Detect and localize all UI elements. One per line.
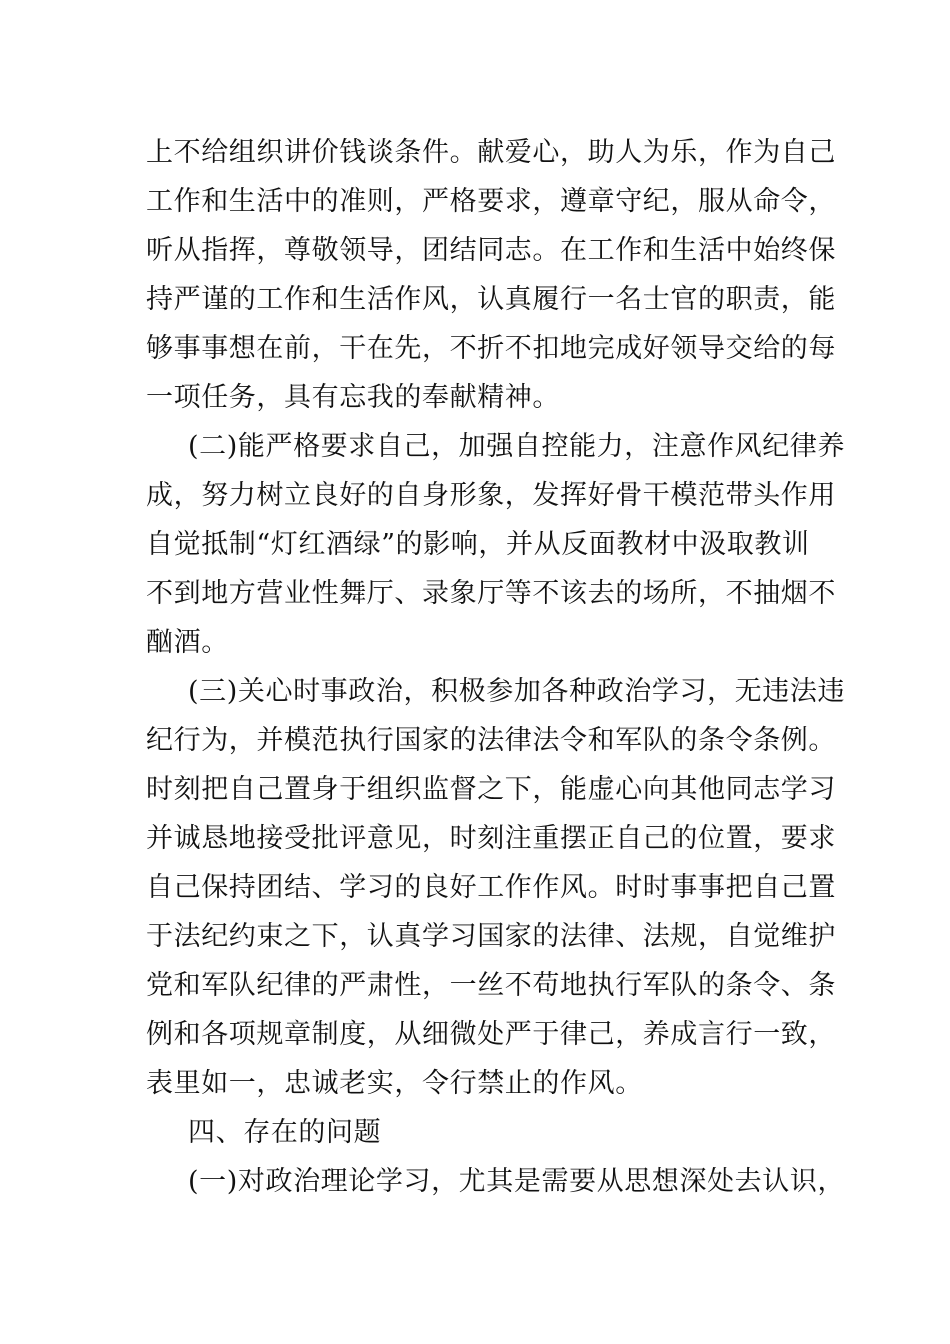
- text-line: 成，努力树立良好的自身形象，发挥好骨干模范带头作用: [146, 480, 836, 511]
- text-line: 上不给组织讲价钱谈条件。献爱心，助人为乐，作为自己: [146, 137, 836, 168]
- text-line: 党和军队纪律的严肃性，一丝不苟地执行军队的条令、条: [146, 970, 836, 1001]
- paragraph-start-line: (二)能严格要求自己，加强自控能力，注意作风纪律养: [188, 431, 846, 462]
- text-line: 并诚恳地接受批评意见，时刻注重摆正自己的位置，要求: [146, 823, 836, 854]
- text-line: 自觉抵制“灯红酒绿”的影响，并从反面教材中汲取教训: [146, 529, 810, 560]
- text-line: 时刻把自己置身于组织监督之下，能虚心向其他同志学习: [146, 774, 836, 805]
- paragraph-start-line: (一)对政治理论学习，尤其是需要从思想深处去认识，: [188, 1166, 846, 1197]
- section-heading: 四、存在的问题: [188, 1117, 382, 1148]
- text-line: 例和各项规章制度，从细微处严于律己，养成言行一致，: [146, 1019, 836, 1050]
- text-line: 不到地方营业性舞厅、录象厅等不该去的场所，不抽烟不: [146, 578, 836, 609]
- text-line: 自己保持团结、学习的良好工作作风。时时事事把自己置: [146, 872, 836, 903]
- text-line: 于法纪约束之下，认真学习国家的法律、法规，自觉维护: [146, 921, 836, 952]
- paragraph-start-line: (三)关心时事政治，积极参加各种政治学习，无违法违: [188, 676, 846, 707]
- text-line: 纪行为，并模范执行国家的法律法令和军队的条令条例。: [146, 725, 836, 756]
- text-line: 听从指挥，尊敬领导，团结同志。在工作和生活中始终保: [146, 235, 836, 266]
- document-body: [146, 128, 846, 1206]
- text-line: 够事事想在前，干在先，不折不扣地完成好领导交给的每: [146, 333, 836, 364]
- text-line: 酗酒。: [146, 627, 229, 658]
- text-line: 持严谨的工作和生活作风，认真履行一名士官的职责，能: [146, 284, 836, 315]
- text-line: 工作和生活中的准则，严格要求，遵章守纪，服从命令，: [146, 186, 836, 217]
- text-line: 一项任务，具有忘我的奉献精神。: [146, 382, 560, 413]
- text-line: 表里如一，忠诚老实，令行禁止的作风。: [146, 1068, 643, 1099]
